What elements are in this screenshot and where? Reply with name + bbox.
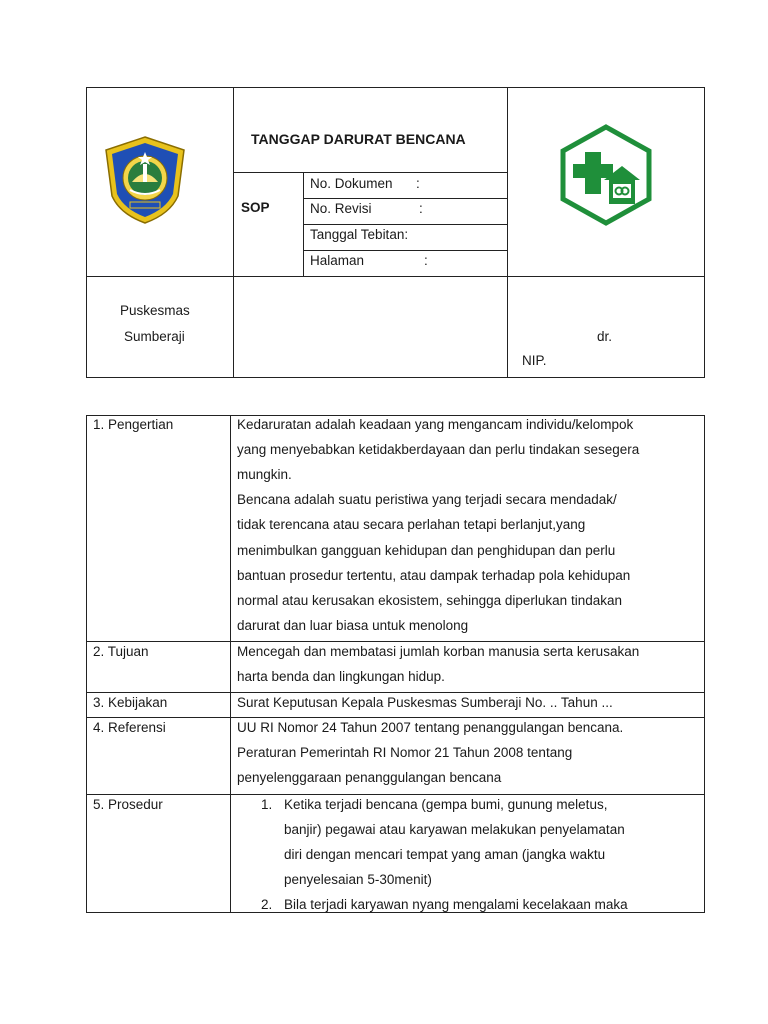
content-line: mungkin. (237, 467, 292, 482)
section-label-tujuan: 2. Tujuan (93, 644, 149, 659)
signer-title: dr. (597, 329, 613, 344)
content-line: normal atau kerusakan ekosistem, sehingga diperlukan tindakan (237, 593, 622, 608)
list-item-line: Ketika terjadi bencana (gempa bumi, gunung meletus, (284, 797, 608, 812)
content-line: Kedaruratan adalah keadaan yang mengancam individu/kelompok (237, 417, 634, 432)
doc-field-sep: : (416, 176, 420, 191)
section-label-kebijakan: 3. Kebijakan (93, 695, 168, 710)
doc-field-sep: : (424, 253, 428, 268)
section-label-pengertian: 1. Pengertian (93, 417, 174, 432)
content-line: yang menyebabkan ketidakberdayaan dan perlu tindakan sesegera (237, 442, 640, 457)
org-name-line2: Sumberaji (124, 329, 185, 344)
content-line: Peraturan Pemerintah RI Nomor 21 Tahun 2008 tentang (237, 745, 573, 760)
section-label-referensi: 4. Referensi (93, 720, 166, 735)
list-item-line: diri dengan mencari tempat yang aman (jangka waktu (284, 847, 606, 862)
content-line: tidak terencana atau secara perlahan tetapi berlanjut,yang (237, 517, 586, 532)
content-line: darurat dan luar biasa untuk menolong (237, 618, 469, 633)
list-item-number: 2. (261, 897, 273, 912)
section-label-prosedur: 5. Prosedur (93, 797, 163, 812)
doc-field-tanggal-terbitan: Tanggal Tebitan: (310, 227, 409, 242)
content-line: bantuan prosedur tertentu, atau dampak terhadap pola kehidupan (237, 568, 631, 583)
document-title: TANGGAP DARURAT BENCANA (251, 131, 466, 147)
list-item-line: Bila terjadi karyawan nyang mengalami kecelakaan maka (284, 897, 628, 912)
content-line: harta benda dan lingkungan hidup. (237, 669, 445, 684)
list-item-line: banjir) pegawai atau karyawan melakukan penyelamatan (284, 822, 625, 837)
doc-field-halaman: Halaman (310, 253, 365, 268)
doc-field-no-revisi: No. Revisi (310, 201, 372, 216)
list-item-number: 1. (261, 797, 273, 812)
list-item-line: penyelesaian 5-30menit) (284, 872, 432, 887)
doc-field-no-dokumen: No. Dokumen (310, 176, 393, 191)
puskesmas-logo (558, 124, 654, 226)
content-line: Surat Keputusan Kepala Puskesmas Sumberaji No. .. Tahun ... (237, 695, 613, 710)
signer-nip: NIP. (522, 353, 547, 368)
sop-label: SOP (241, 200, 270, 215)
content-line: UU RI Nomor 24 Tahun 2007 tentang penanggulangan bencana. (237, 720, 624, 735)
content-line: penyelenggaraan penanggulangan bencana (237, 770, 502, 785)
doc-field-sep: : (419, 201, 423, 216)
regional-emblem-logo (100, 134, 190, 226)
org-name-line1: Puskesmas (120, 303, 190, 318)
content-line: Bencana adalah suatu peristiwa yang terjadi secara mendadak/ (237, 492, 617, 507)
content-line: menimbulkan gangguan kehidupan dan penghidupan dan perlu (237, 543, 616, 558)
content-line: Mencegah dan membatasi jumlah korban manusia serta kerusakan (237, 644, 640, 659)
